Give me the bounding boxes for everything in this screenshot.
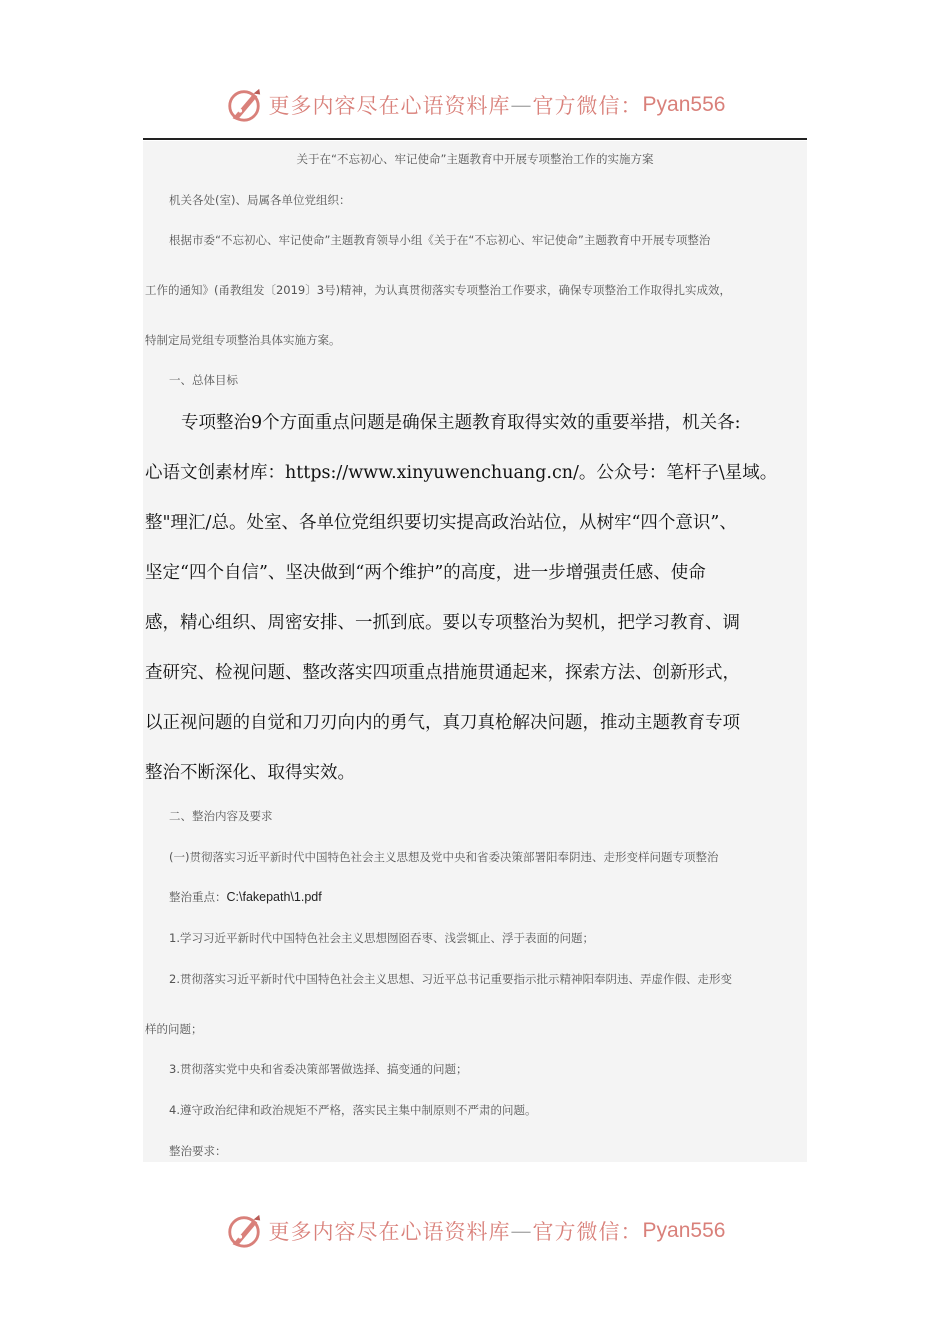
banner-wechat-label: 官方微信：: [532, 1220, 643, 1244]
banner-wechat-id: Pyan556: [642, 1219, 726, 1242]
focus-path: C:\fakepath\1.pdf: [226, 890, 322, 904]
focus-line: [169, 889, 322, 905]
salutation: 机关各处(室)、局属各单位党组织：: [169, 193, 351, 207]
banner-wechat-label: 官方微信：: [532, 94, 643, 118]
list-item: 样的问题；: [145, 1022, 203, 1036]
list-item: 1.学习习近平新时代中国特色社会主义思想囫囵吞枣、浅尝辄止、浮于表面的问题；: [169, 931, 594, 945]
intro-line: 根据市委“不忘初心、牢记使命”主题教育领导小组《关于在“不忘初心、牢记使命”主题教育中开展专项整治: [169, 233, 711, 247]
document-title: 关于在“不忘初心、牢记使命”主题教育中开展专项整治工作的实施方案: [296, 152, 654, 166]
document-body: [143, 141, 807, 1162]
footer-banner: [0, 1206, 950, 1256]
section1-body-line: 以正视问题的自觉和刀刃向内的勇气，真刀真枪解决问题，推动主题教育专项: [145, 713, 740, 733]
section2-heading: 二、整治内容及要求: [169, 809, 273, 823]
banner-wechat-id: Pyan556: [642, 93, 726, 116]
requirements-label: 整治要求：: [169, 1144, 227, 1158]
list-item: 4.遵守政治纪律和政治规矩不严格，落实民主集中制原则不严肃的问题。: [169, 1103, 537, 1117]
list-item: 2.贯彻落实习近平新时代中国特色社会主义思想、习近平总书记重要指示批示精神阳奉阴违、弄虚作假、走形变: [169, 972, 732, 986]
banner-text: 更多内容尽在心语资料库: [268, 94, 511, 118]
section1-body-line: 坚定“四个自信”、坚决做到“两个维护”的高度，进一步增强责任感、使命: [145, 563, 706, 583]
banner-separator: —: [510, 93, 533, 117]
intro-line: 特制定局党组专项整治具体实施方案。: [145, 333, 341, 347]
header-banner: [0, 80, 950, 130]
section1-body-line: 整治不断深化、取得实效。: [145, 763, 355, 783]
banner-separator: —: [510, 1219, 533, 1243]
sub1-heading: (一)贯彻落实习近平新时代中国特色社会主义思想及党中央和省委决策部署阳奉阴违、走形变样问题专项整治: [169, 850, 719, 864]
section1-heading: 一、总体目标: [169, 373, 238, 387]
section1-body-line: 专项整治9个方面重点问题是确保主题教育取得实效的重要举措，机关各:: [181, 413, 741, 433]
section1-body-line: 整"理汇/总。处室、各单位党组织要切实提高政治站位，从树牢“四个意识”、: [145, 513, 737, 533]
pen-logo-icon: [225, 86, 263, 124]
section1-body-line: 心语文创素材库：https://www.xinyuwenchuang.cn/。公众号：笔杆子\星域。: [145, 463, 778, 483]
intro-line: 工作的通知》(甬教组发〔2019〕3号)精神，为认真贯彻落实专项整治工作要求，确保专项整治工作取得扎实成效，: [145, 283, 732, 297]
pen-logo-icon: [225, 1212, 263, 1250]
focus-label: 整治重点：: [169, 890, 227, 904]
list-item: 3.贯彻落实党中央和省委决策部署做选择、搞变通的问题；: [169, 1062, 468, 1076]
section1-body-line: 查研究、检视问题、整改落实四项重点措施贯通起来，探索方法、创新形式，: [145, 663, 740, 683]
header-divider: [143, 138, 807, 140]
section1-body-line: 感，精心组织、周密安排、一抓到底。要以专项整治为契机，把学习教育、调: [145, 613, 740, 633]
banner-text: 更多内容尽在心语资料库: [268, 1220, 511, 1244]
